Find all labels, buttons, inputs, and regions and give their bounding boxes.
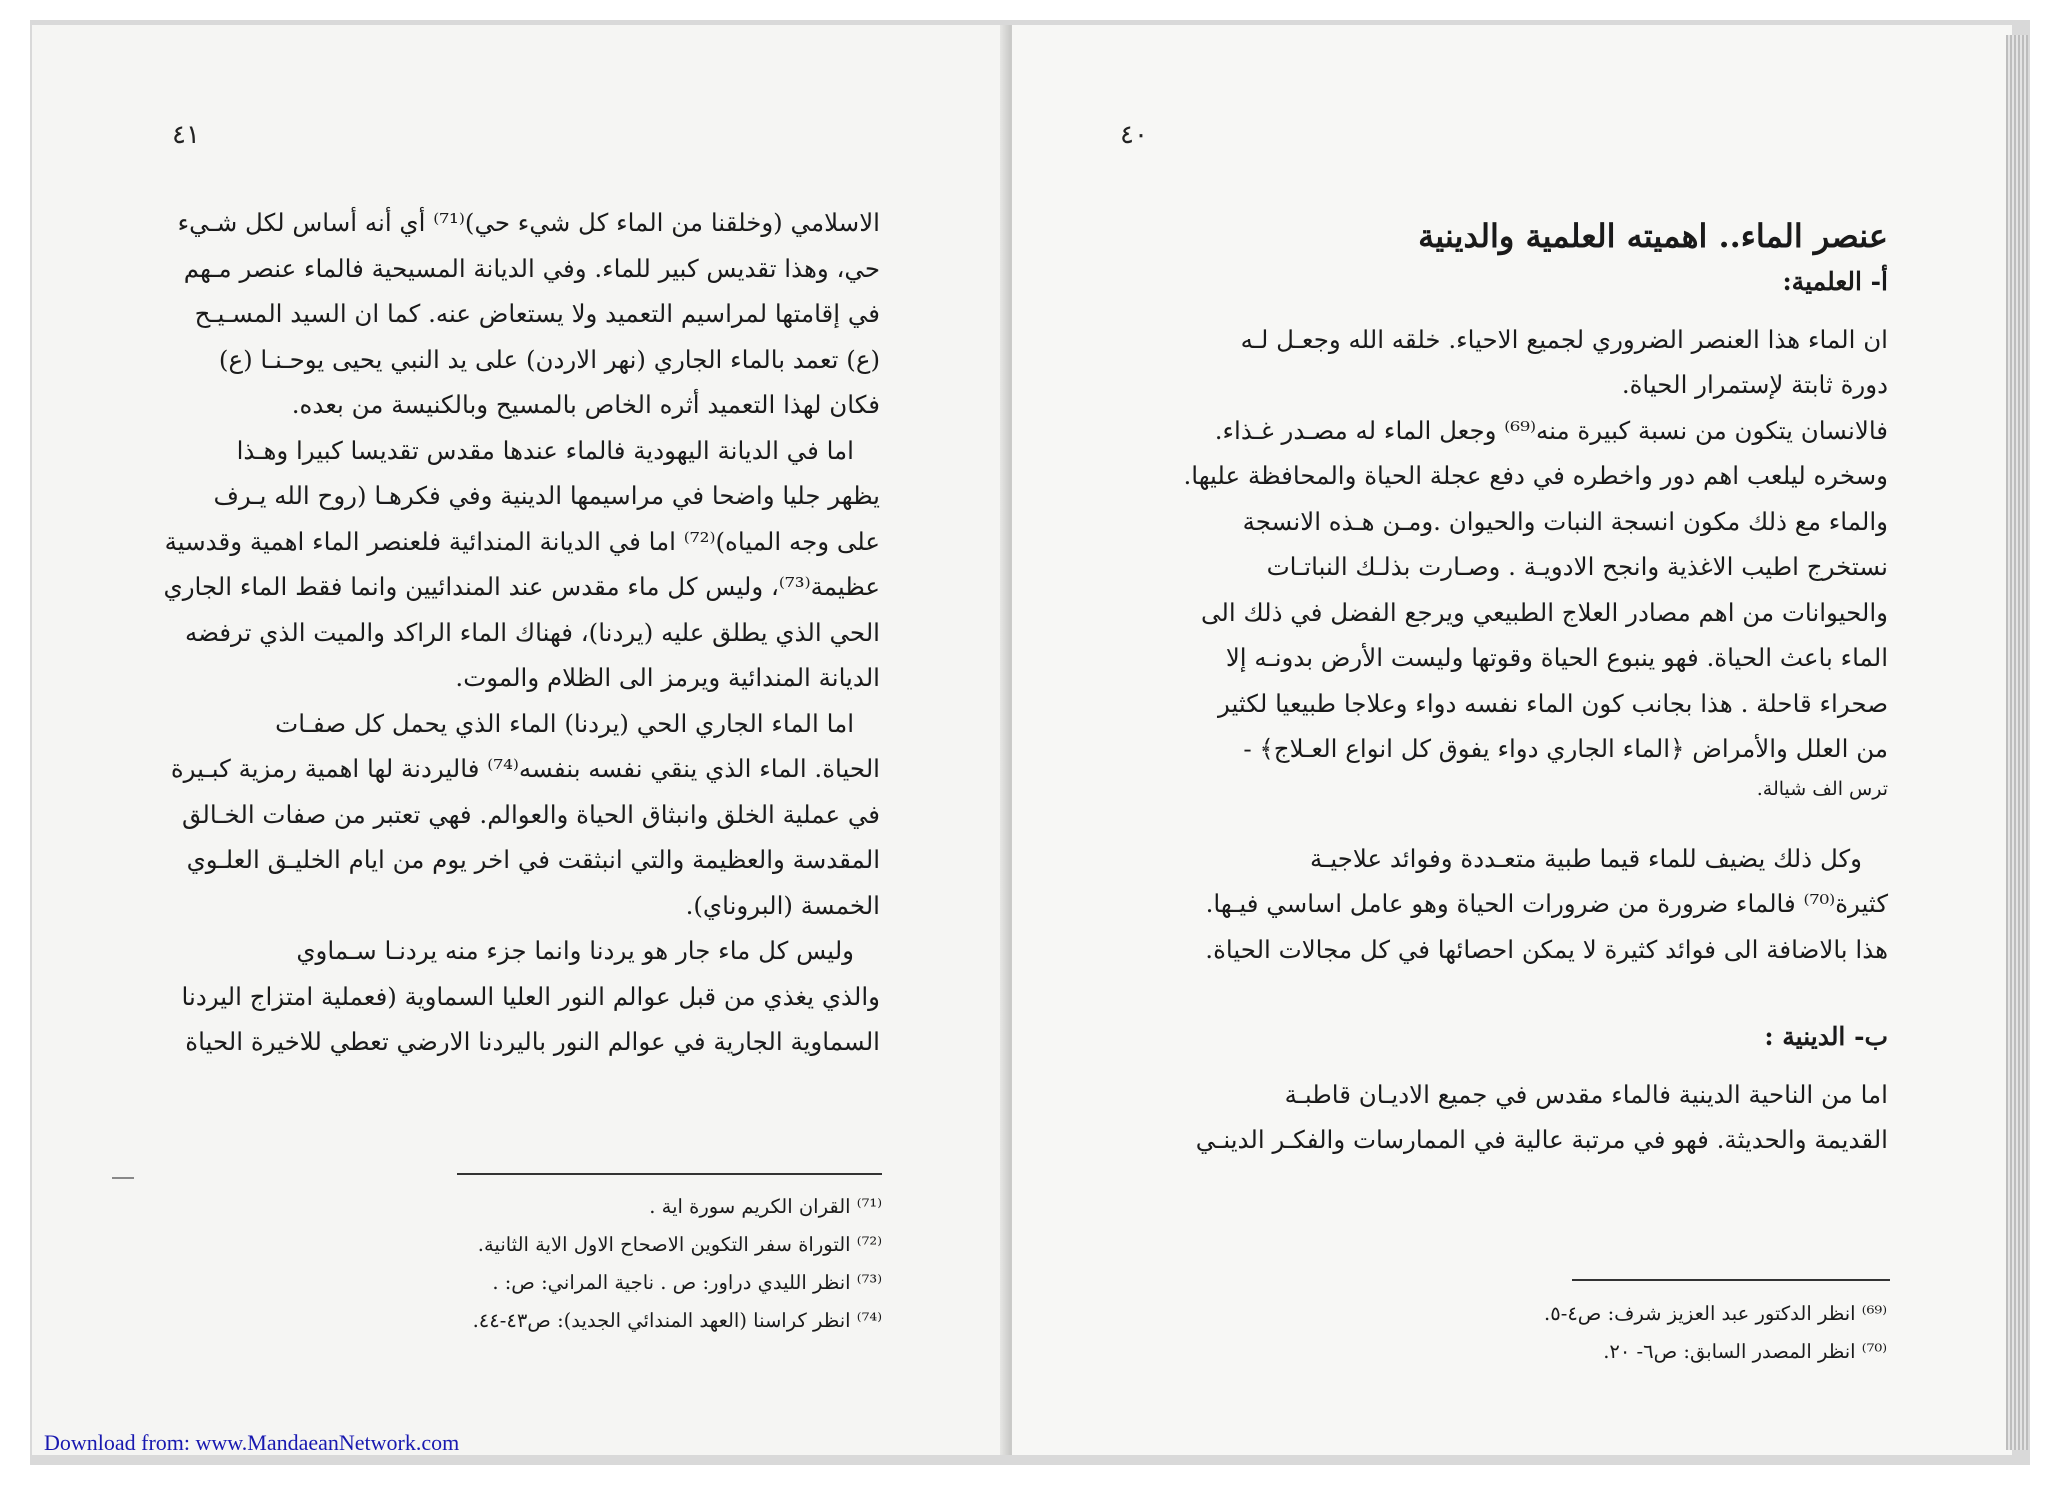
text-line: نستخرج اطيب الاغذية وانجح الادويـة . وصـارت بذلـك النباتـات: [1266, 552, 1888, 581]
text-line: الديانة المندائية ويرمز الى الظلام والموت.: [455, 663, 880, 692]
right-page-number: ٤٠: [1120, 120, 1148, 150]
text-line: في إقامتها لمراسيم التعميد ولا يستعاض عنه. كما ان السيد المسـيـح: [194, 299, 880, 328]
text-line: الحياة. الماء الذي ينقي نفسه بنفسه⁽⁷⁴⁾ فاليردنة لها اهمية رمزية كبـيرة: [170, 754, 880, 783]
footnote: ⁽⁷⁰⁾ انظر المصدر السابق: ص٦- ٢٠.: [1603, 1340, 1887, 1363]
right-footnotes: [1327, 1295, 1887, 1371]
page-edges: [2006, 35, 2028, 1450]
text-line: هذا بالاضافة الى فوائد كثيرة لا يمكن احصائها في كل مجالات الحياة.: [1205, 934, 1888, 964]
left-footnotes: [382, 1188, 882, 1340]
text-line: الحي الذي يطلق عليه (يردنا)، فهناك الماء الراكد والميت الذي ترفضه: [184, 617, 880, 647]
quote-source-line: ترس الف شيالة.: [1756, 777, 1888, 800]
text-line: (ع) تعمد بالماء الجاري (نهر الاردن) على يد النبي يحيى يوحـنـا (ع): [218, 344, 880, 374]
footnote: ⁽⁷²⁾ التوراة سفر التكوين الاصحاح الاول الاية الثانية.: [477, 1233, 882, 1256]
text-line: وليس كل ماء جار هو يردنا وانما جزء منه يردنـا سـماوي: [296, 936, 854, 965]
text-line: ان الماء هذا العنصر الضروري لجميع الاحياء. خلقه الله وجعـل لـه: [1240, 324, 1888, 354]
text-line: في عملية الخلق وانبثاق الحياة والعوالم. فهي تعتبر من صفات الخـالق: [182, 799, 880, 829]
text-line: عظيمة⁽⁷³⁾، وليس كل ماء مقدس عند المندائيين وانما فقط الماء الجاري: [163, 572, 880, 601]
footnote: ⁽⁷³⁾ انظر الليدي دراور: ص . ناجية المراني: ص: .: [492, 1271, 882, 1294]
text-line: اما من الناحية الدينية فالماء مقدس في جميع الاديـان قاطبـة: [1284, 1079, 1888, 1109]
text-line: كثيرة⁽⁷⁰⁾ فالماء ضرورة من ضرورات الحياة وهو عامل اساسي فيـها.: [1205, 889, 1888, 918]
footnote: ⁽⁷¹⁾ القران الكريم سورة اية .: [649, 1195, 882, 1218]
text-line: وسخره ليلعب اهم دور واخطره في دفع عجلة الحياة والمحافظة عليها.: [1183, 461, 1888, 490]
text-line: والذي يغذي من قبل عوالم النور العليا السماوية (فعملية امتزاج اليردنا: [181, 981, 880, 1011]
text-line: اما الماء الجاري الحي (يردنا) الماء الذي يحمل كل صفـات: [275, 708, 854, 738]
right-body-text: [1098, 213, 1888, 1163]
left-body-text: [152, 200, 880, 1065]
text-line: فكان لهذا التعميد أثره الخاص بالمسيح وبالكنيسة من بعده.: [291, 390, 880, 419]
subheading-scientific: أ- العلمية:: [1782, 267, 1888, 296]
text-line: والحيوانات من اهم مصادر العلاج الطبيعي ويرجع الفضل في ذلك الى: [1201, 597, 1888, 627]
text-line: على وجه المياه)⁽⁷²⁾ اما في الديانة المندائية فلعنصر الماء اهمية وقدسية: [164, 526, 880, 556]
text-line: يظهر جليا واضحا في مراسيمها الدينية وفي فكرهـا (روح الله يـرف: [213, 481, 880, 510]
text-line: الاسلامي (وخلقنا من الماء كل شيء حي)⁽⁷¹⁾ أي أنه أساس لكل شـيء: [177, 208, 880, 237]
text-line: صحراء قاحلة . هذا بجانب كون الماء نفسه دواء وعلاجا طبيعيا لكثير: [1218, 688, 1888, 718]
text-line: السماوية الجارية في عوالم النور باليردنا الارضي تعطي للاخيرة الحياة: [185, 1027, 880, 1056]
right-page: [1012, 25, 2012, 1455]
text-line: الخمسة (البروناي).: [685, 890, 880, 920]
footnote: ⁽⁷⁴⁾ انظر كراسنا (العهد المندائي الجديد): ص٤٣-٤٤.: [472, 1309, 882, 1332]
pencil-mark: [112, 1177, 134, 1179]
left-page: [32, 25, 1012, 1455]
footnote-divider: [457, 1173, 882, 1175]
text-line: المقدسة والعظيمة والتي انبثقت في اخر يوم من ايام الخليـق العلـوي: [186, 845, 880, 874]
text-line: من العلل والأمراض ﴿الماء الجاري دواء يفوق كل انواع العـلاج﴾ -: [1243, 734, 1888, 763]
footnote: ⁽⁶⁹⁾ انظر الدكتور عبد العزيز شرف: ص٤-٥.: [1544, 1302, 1887, 1325]
section-heading: عنصر الماء.. اهميته العلمية والدينية: [1418, 217, 1888, 255]
text-line: القديمة والحديثة. فهو في مرتبة عالية في الممارسات والفكـر الدينـي: [1195, 1125, 1888, 1154]
left-page-number: ٤١: [172, 120, 200, 150]
text-line: وكل ذلك يضيف للماء قيما طبية متعـددة وفوائد علاجيـة: [1310, 843, 1862, 873]
text-line: حي، وهذا تقديس كبير للماء. وفي الديانة المسيحية فالماء عنصر مـهم: [183, 253, 880, 283]
text-line: اما في الديانة اليهودية فالماء عندها مقدس تقديسا كبيرا وهـذا: [236, 435, 854, 465]
text-line: دورة ثابتة لإستمرار الحياة.: [1621, 370, 1888, 399]
text-line: والماء مع ذلك مكون انسجة النبات والحيوان .ومـن هـذه الانسجة: [1242, 506, 1888, 536]
footnote-divider: [1572, 1279, 1890, 1281]
download-watermark-link[interactable]: Download from: www.MandaeanNetwork.com: [44, 1430, 460, 1455]
subheading-religious: ب- الدينية :: [1764, 1022, 1888, 1051]
text-line: الماء باعث الحياة. فهو ينبوع الحياة وقوتها وليست الأرض بدونـه إلا: [1225, 643, 1888, 672]
text-line: فالانسان يتكون من نسبة كبيرة منه⁽⁶⁹⁾ وجعل الماء له مصـدر غـذاء.: [1214, 415, 1888, 445]
